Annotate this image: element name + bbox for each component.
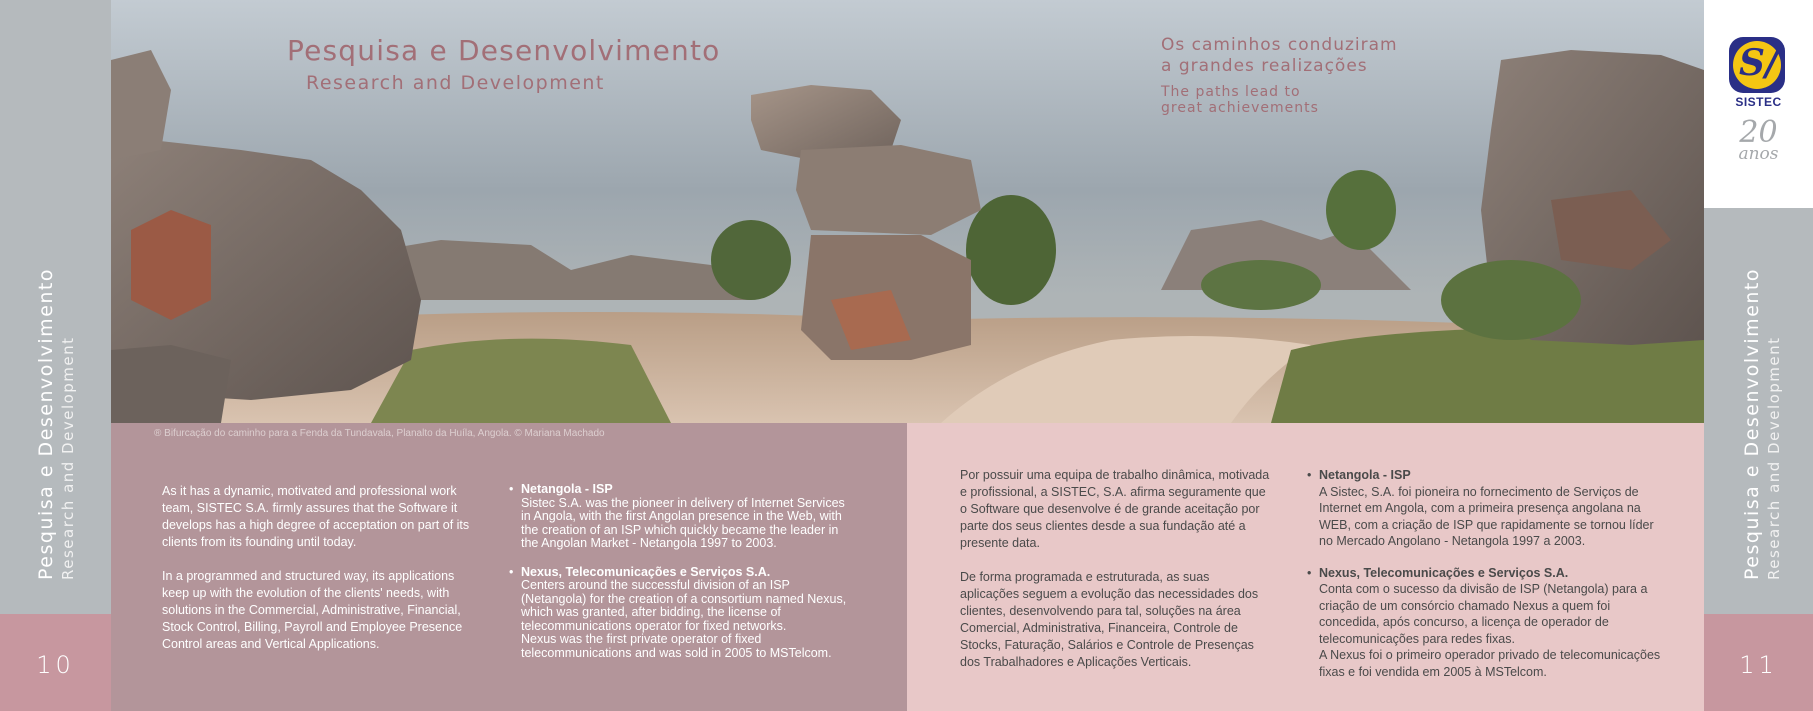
- photo-caption: ® Bifurcação do caminho para a Fenda da Tundavala, Planalto da Huíla, Angola. © Mariana Machado: [154, 428, 605, 439]
- english-bullet-1-body: Sistec S.A. was the pioneer in delivery of Internet Services in Angola, with the first Angolan presence in the Web, with the creation of an ISP which quickly became the leader in the Angolan Market - Netangola 1997 to 2003.: [521, 495, 845, 550]
- tagline-en-line1: The paths lead to: [1161, 84, 1301, 100]
- anniversary-number: 20: [1739, 115, 1778, 150]
- portuguese-bullet-1-title: Netangola - ISP: [1319, 468, 1411, 482]
- right-page-number-box: [1704, 614, 1813, 711]
- portuguese-bullet-netangola: [1307, 467, 1667, 550]
- logo-area: [1704, 0, 1813, 208]
- portuguese-bullet-2-body: Conta com o sucesso da divisão de ISP (Netangola) para a criação de um consórcio chamado Nexus a quem foi concedida, após concurso, a licença de operador de telecomunicações para redes fixas.: [1319, 582, 1648, 646]
- anniversary-mark: [1704, 115, 1813, 164]
- english-paragraph-2: In a programmed and structured way, its applications keep up with the evolution of the clients' needs, with solutions in the Commercial, Administrative, Financial, Stock Control, Billing, Payroll and Employee Presence Control areas and Vertical Applications.: [162, 569, 463, 651]
- right-vertical-title-pt: Pesquisa e Desenvolvimento: [1741, 268, 1763, 580]
- left-page-number-box: [0, 614, 111, 711]
- english-bullet-2-title: Nexus, Telecomunicações e Serviços S.A.: [521, 564, 771, 579]
- portuguese-bullet-2-body2: A Nexus foi o primeiro operador privado de telecomunicações fixas e foi vendida em 2005 à MSTelcom.: [1319, 648, 1661, 679]
- english-bullet-2-body: Centers around the successful division of an ISP (Netangola) for the creation of a consortium named Nexus, which was granted, after bidding, the license of telecommunications operator for fixed networks.: [521, 578, 847, 633]
- tagline-en: [1161, 84, 1319, 116]
- portuguese-paragraph-1: Por possuir uma equipa de trabalho dinâmica, motivada e profissional, a SISTEC, S.A. afirma seguramente que o Software que desenvolve é de grande aceitação por parte dos seus clientes desde a sua fundação até a presente data.: [960, 468, 1270, 550]
- anniversary-word: anos: [1738, 144, 1779, 164]
- bullet-dot-icon: •: [509, 482, 514, 496]
- tagline-pt-line1: Os caminhos conduziram: [1161, 35, 1398, 55]
- logo-wordmark: SISTEC: [1735, 95, 1782, 109]
- english-bullet-netangola: [509, 483, 854, 551]
- tagline-pt: [1161, 35, 1398, 77]
- bullet-dot-icon: •: [1307, 468, 1312, 482]
- left-vertical-title-pt: Pesquisa e Desenvolvimento: [35, 268, 57, 580]
- right-vertical-title-en: Research and Development: [1765, 336, 1783, 580]
- english-bullet-nexus: [509, 566, 854, 661]
- portuguese-bullets: [1307, 467, 1667, 695]
- portuguese-bullet-1-body: A Sistec, S.A. foi pioneira no fornecimento de Serviços de Internet em Angola, com a primeira presença angolana na WEB, com a criação de ISP que rapidamente se tornou líder no Mercado Angolano - Netangola 1997 a 2003.: [1319, 484, 1654, 548]
- bullet-dot-icon: •: [1307, 565, 1312, 580]
- english-paragraph-1: As it has a dynamic, motivated and professional work team, SISTEC S.A. firmly assures that the Software it develops has a high degree of acceptation on part of its clients from its founding until today.: [162, 484, 470, 549]
- english-bullets: [509, 483, 854, 675]
- portuguese-bullet-nexus: [1307, 565, 1667, 681]
- left-vertical-title: [34, 268, 78, 580]
- left-side-strip: [0, 0, 111, 711]
- portuguese-bullet-2-title: Nexus, Telecomunicações e Serviços S.A.: [1319, 565, 1569, 580]
- tagline-pt-line2: a grandes realizações: [1161, 56, 1368, 76]
- right-vertical-title: [1740, 268, 1784, 580]
- page-title: Pesquisa e Desenvolvimento: [287, 34, 721, 67]
- tagline-en-line2: great achievements: [1161, 100, 1319, 116]
- sistec-logo-icon: S/: [1729, 37, 1785, 93]
- left-vertical-title-en: Research and Development: [59, 336, 77, 580]
- portuguese-intro: [960, 467, 1270, 688]
- left-page-number: 10: [36, 651, 75, 679]
- english-bullet-2-body2: Nexus was the first private operator of fixed telecommunications and was sold in 2005 to MSTelcom.: [521, 632, 832, 660]
- bullet-dot-icon: •: [509, 564, 514, 579]
- landscape-photo: [111, 0, 1704, 423]
- english-bullet-1-title: Netangola - ISP: [521, 482, 613, 496]
- page-subtitle: Research and Development: [306, 72, 605, 94]
- right-page-number: 11: [1739, 651, 1778, 679]
- portuguese-paragraph-2: De forma programada e estruturada, as suas aplicações seguem a evolução das necessidades dos clientes, desenvolvendo para tal, soluções na área Comercial, Administrativa, Financeira, Controle de Stocks, Faturação, Salários e Controle de Presenças dos Trabalhadores e Aplicações Verticais.: [960, 570, 1259, 669]
- english-intro: [162, 483, 480, 670]
